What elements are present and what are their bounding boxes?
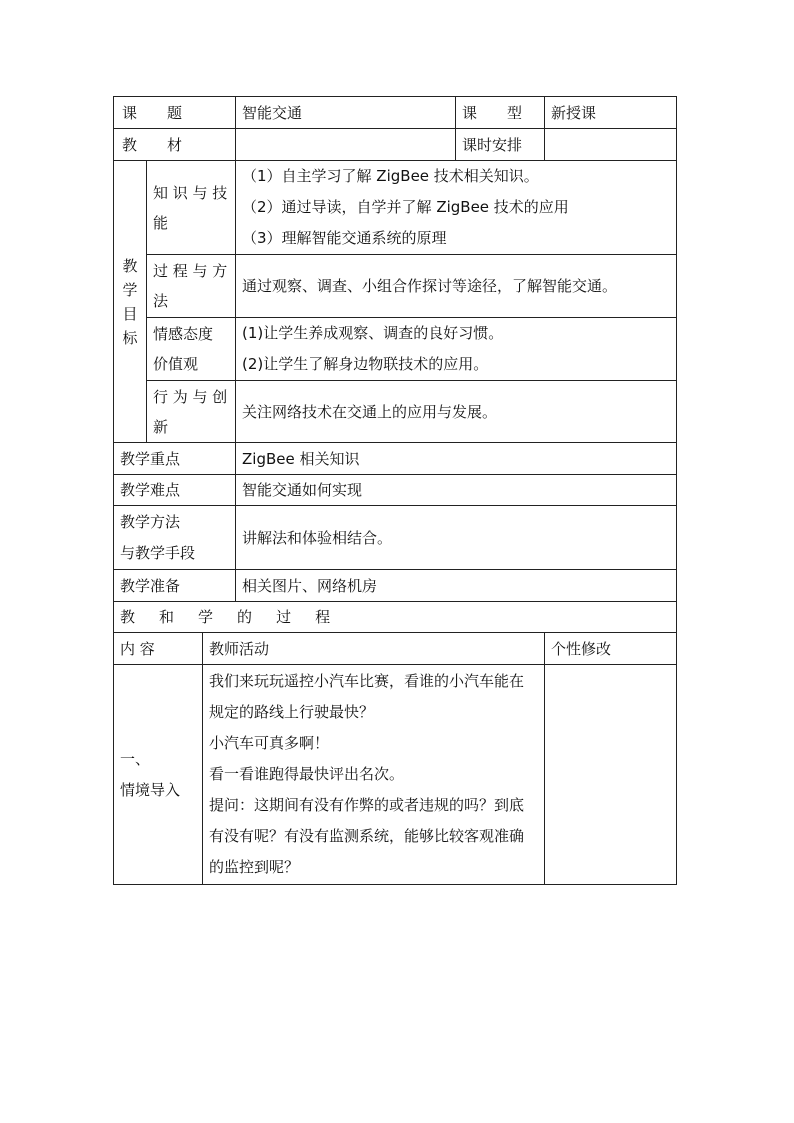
content-column-header: 内 容 [114, 633, 203, 665]
method-row [114, 506, 677, 570]
teacher-activity-header: 教师活动 [203, 633, 545, 665]
intro-personal-edit [545, 665, 677, 885]
objective-knowledge-row [114, 161, 677, 255]
preparation-label: 教学准备 [114, 570, 236, 602]
method-label: 教学方法 与教学手段 [114, 506, 236, 570]
process-label: 过 程 与 方 法 [147, 255, 236, 318]
behavior-text: 关注网络技术在交通上的应用与发展。 [236, 381, 677, 443]
material-label: 教 材 [114, 129, 236, 161]
intro-teacher-activity: 我们来玩玩遥控小汽车比赛，看谁的小汽车能在 规定的路线上行驶最快？ 小汽车可真多啊！ 看一看谁跑得最快评出名次。 提问：这期间有没有作弊的或者违规的吗？到底 有没有呢？有没有监测系统，能够比较客观准确 的监控到呢？ [203, 665, 545, 885]
difficulty-value: 智能交通如何实现 [236, 475, 677, 506]
personal-edit-header: 个性修改 [545, 633, 677, 665]
knowledge-label: 知 识 与 技 能 [147, 161, 236, 255]
schedule-label: 课时安排 [456, 129, 545, 161]
objective-emotion-row [114, 318, 677, 381]
schedule-value [545, 129, 677, 161]
process-header-row [114, 633, 677, 665]
objective-process-row [114, 255, 677, 318]
type-label: 课 型 [456, 97, 545, 129]
material-row [114, 129, 677, 161]
difficulty-label: 教学难点 [114, 475, 236, 506]
knowledge-items: （1）自主学习了解 ZigBee 技术相关知识。 （2）通过导读，自学并了解 ZigBee 技术的应用 （3）理解智能交通系统的原理 [236, 161, 677, 255]
method-value: 讲解法和体验相结合。 [236, 506, 677, 570]
emotion-items: (1)让学生养成观察、调查的良好习惯。 (2)让学生了解身边物联技术的应用。 [236, 318, 677, 381]
key-point-label: 教学重点 [114, 443, 236, 475]
type-value: 新授课 [545, 97, 677, 129]
topic-row [114, 97, 677, 129]
topic-value: 智能交通 [236, 97, 456, 129]
difficulty-row [114, 475, 677, 506]
preparation-value: 相关图片、网络机房 [236, 570, 677, 602]
objective-behavior-row [114, 381, 677, 443]
emotion-label: 情感态度 价值观 [147, 318, 236, 381]
process-section-title: 教 和 学 的 过 程 [114, 602, 677, 633]
process-title-row [114, 602, 677, 633]
lesson-plan-table [113, 96, 677, 885]
objectives-group-label: 教 学 目 标 [114, 161, 147, 443]
key-point-value: ZigBee 相关知识 [236, 443, 677, 475]
process-text: 通过观察、调查、小组合作探讨等途径，了解智能交通。 [236, 255, 677, 318]
intro-row [114, 665, 677, 885]
material-value [236, 129, 456, 161]
preparation-row [114, 570, 677, 602]
behavior-label: 行 为 与 创 新 [147, 381, 236, 443]
key-point-row [114, 443, 677, 475]
intro-content: 一、 情境导入 [114, 665, 203, 885]
topic-label: 课 题 [114, 97, 236, 129]
